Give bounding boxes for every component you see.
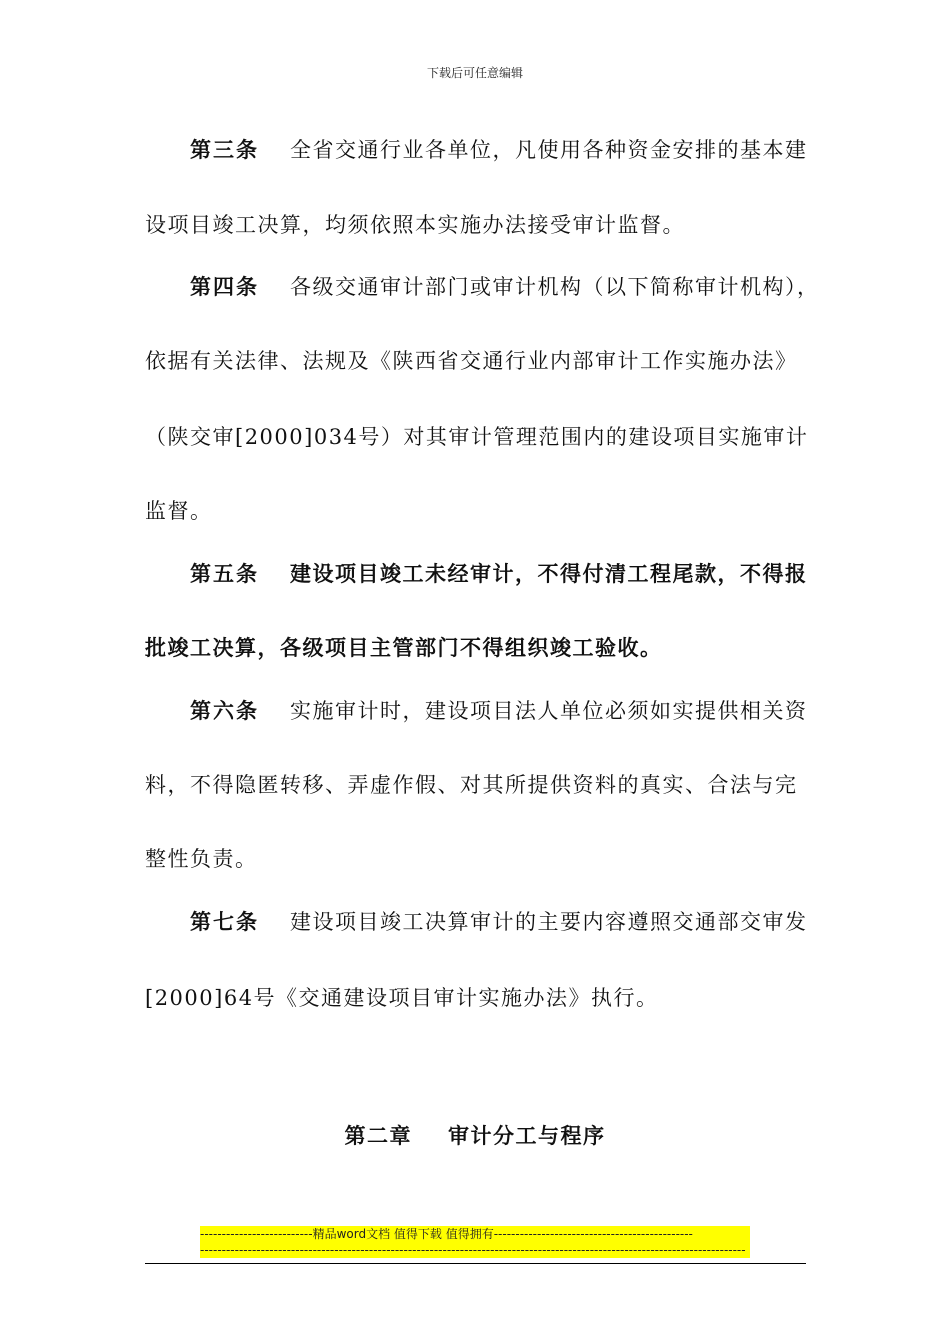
article-3-line-2: 设项目竣工决算，均须依照本实施办法接受审计监督。 <box>145 213 685 237</box>
footer-line-2: ------------------------------------------------------------------------------------------------------------------------------ <box>200 1243 746 1257</box>
article-3-label: 第三条 <box>190 137 259 162</box>
article-5-line-1 <box>190 559 808 589</box>
article-6-text-1: 实施审计时，建设项目法人单位必须如实提供相关资 <box>290 699 808 723</box>
article-7-label: 第七条 <box>190 909 259 934</box>
footer-banner <box>200 1226 750 1258</box>
article-5-text-1: 建设项目竣工未经审计，不得付清工程尾款，不得报 <box>290 561 808 586</box>
article-4-line-3: （陕交审[2000]034号）对其审计管理范围内的建设项目实施审计 <box>145 425 809 449</box>
article-4-line-1 <box>190 272 820 302</box>
article-4-text-1: 各级交通审计部门或审计机构（以下简称审计机构）， <box>290 275 820 299</box>
article-5-label: 第五条 <box>190 561 259 586</box>
article-3-text-1: 全省交通行业各单位，凡使用各种资金安排的基本建 <box>290 138 808 162</box>
article-6-line-3: 整性负责。 <box>145 847 258 871</box>
article-7-line-2: [2000]64号《交通建设项目审计实施办法》执行。 <box>145 986 659 1010</box>
page-header: 下载后可任意编辑 <box>426 66 523 80</box>
article-7-text-1: 建设项目竣工决算审计的主要内容遵照交通部交审发 <box>290 910 808 934</box>
footer-line-1: --------------------------精品word文档 值得下载 值得拥有---------------------------------------------- <box>200 1227 693 1241</box>
article-7-line-1 <box>190 907 808 937</box>
article-6-label: 第六条 <box>190 698 259 723</box>
article-6-line-2: 料，不得隐匿转移、弄虚作假、对其所提供资料的真实、合法与完 <box>145 773 798 797</box>
article-4-line-2: 依据有关法律、法规及《陕西省交通行业内部审计工作实施办法》 <box>145 349 798 373</box>
chapter-title: 审计分工与程序 <box>448 1123 606 1148</box>
chapter-heading <box>0 1120 950 1150</box>
article-4-label: 第四条 <box>190 274 259 299</box>
footer-rule <box>145 1263 806 1264</box>
article-3-line-1 <box>190 135 808 165</box>
article-4-line-4: 监督。 <box>145 499 213 523</box>
article-5-line-2: 批竣工决算，各级项目主管部门不得组织竣工验收。 <box>145 635 663 660</box>
article-6-line-1 <box>190 696 808 726</box>
chapter-number: 第二章 <box>344 1123 412 1148</box>
